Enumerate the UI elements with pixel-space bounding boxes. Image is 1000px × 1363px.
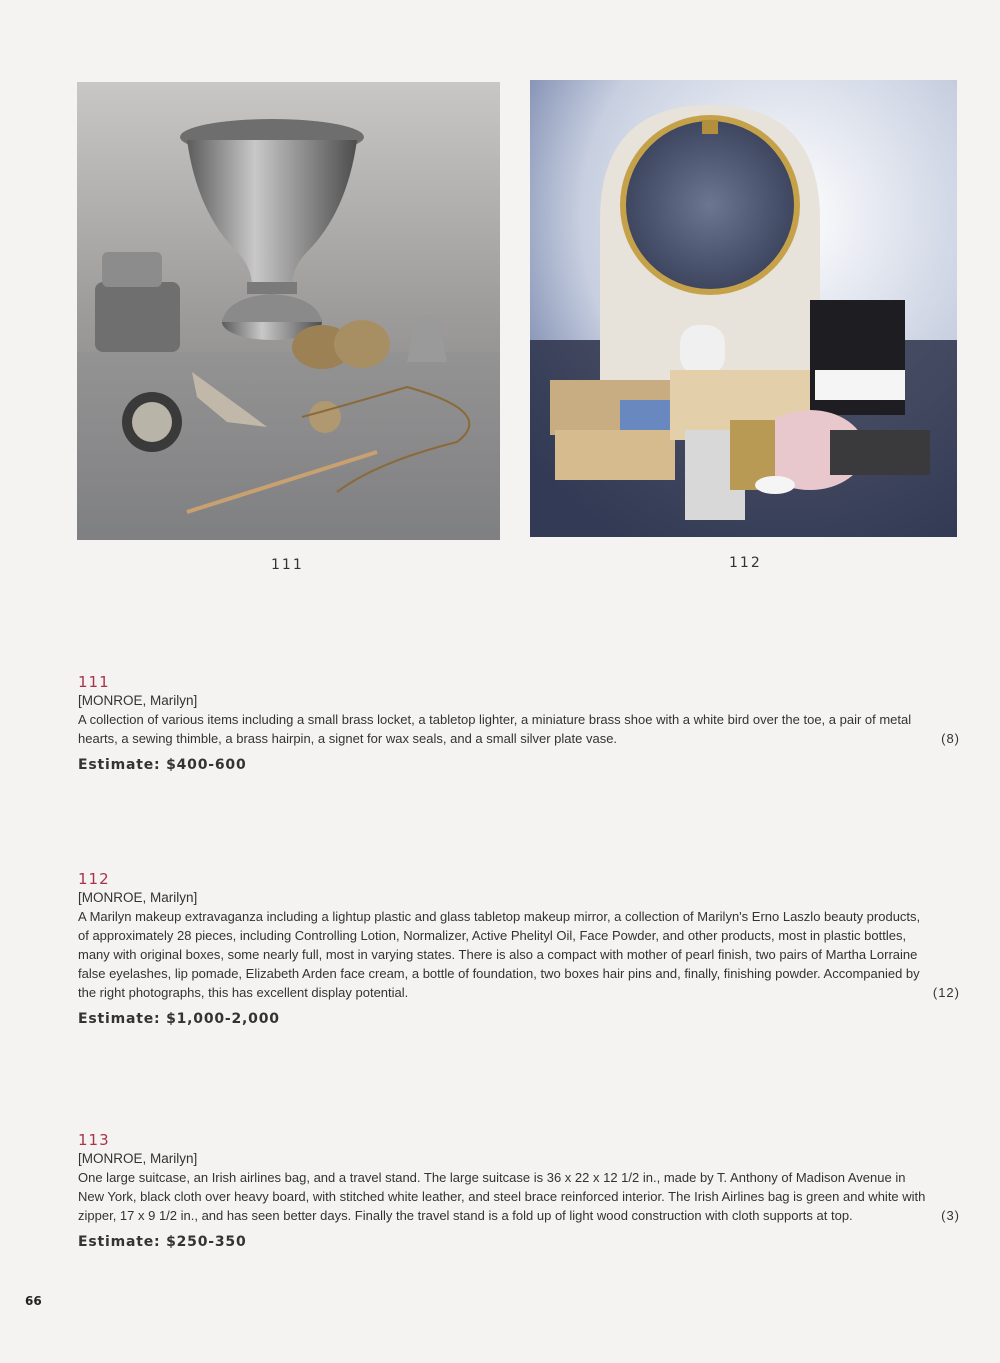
lot-quantity: (8) (941, 731, 960, 746)
photo-caption: 112 (729, 555, 762, 571)
lot-description-text: One large suitcase, an Irish airlines bag, and a travel stand. The large suitcase is 36 x 22 x 12 1/2 in., made by T. Anthony of Madison Avenue in New York, black cloth over heavy board, with stitched white leather, and steel brace reinforced interior. The Irish Airlines bag is green and white with zipper, 17 x 9 1/2 in., and has seen better days. Finally the travel stand is a fold up of light wood construction with cloth supports at top. (78, 1170, 926, 1223)
lot-estimate: Estimate: $1,000-2,000 (78, 1011, 280, 1027)
lot-description-text: A Marilyn makeup extravaganza including a lightup plastic and glass tabletop makeup mirror, a collection of Marilyn's Erno Laszlo beauty products, of approximately 28 pieces, including Controlling Lotion, Normalizer, Active Phelityl Oil, Face Powder, and other products, most in plastic bottles, many with original boxes, some nearly full, most in varying states. There is also a compact with mother of pearl finish, two pairs of Martha Lorraine false eyelashes, lip pomade, Elizabeth Arden face cream, a bottle of foundation, two boxes hair pins and, finally, finishing powder. Accompanied by the right photographs, this has excellent display potential. (78, 909, 921, 1000)
lot-heading: [MONROE, Marilyn] (78, 1151, 198, 1166)
lot-estimate: Estimate: $400-600 (78, 757, 247, 773)
lot-entry (78, 673, 960, 773)
lot-number: 112 (78, 870, 110, 888)
lot-quantity: (3) (941, 1208, 960, 1223)
lot-heading: [MONROE, Marilyn] (78, 890, 198, 905)
photo-caption: 111 (271, 557, 304, 573)
lot-estimate: Estimate: $250-350 (78, 1234, 247, 1250)
lot-number: 113 (78, 1131, 110, 1149)
lot-description (78, 710, 960, 748)
lot-quantity: (12) (932, 985, 960, 1000)
page-number: 66 (25, 1294, 42, 1308)
lot-description (78, 1168, 960, 1225)
lot-heading: [MONROE, Marilyn] (78, 693, 198, 708)
lot-entry (78, 870, 960, 1027)
lot-description-text: A collection of various items including a small brass locket, a tabletop lighter, a miniature brass shoe with a white bird over the toe, a pair of metal hearts, a sewing thimble, a brass hairpin, a signet for wax seals, and a small silver plate vase. (78, 712, 912, 746)
lot-number: 111 (78, 673, 110, 691)
lot-entry (78, 1131, 960, 1250)
lot-description (78, 907, 960, 1002)
photo-lot-111 (77, 82, 500, 540)
photo-lot-112 (530, 80, 957, 537)
